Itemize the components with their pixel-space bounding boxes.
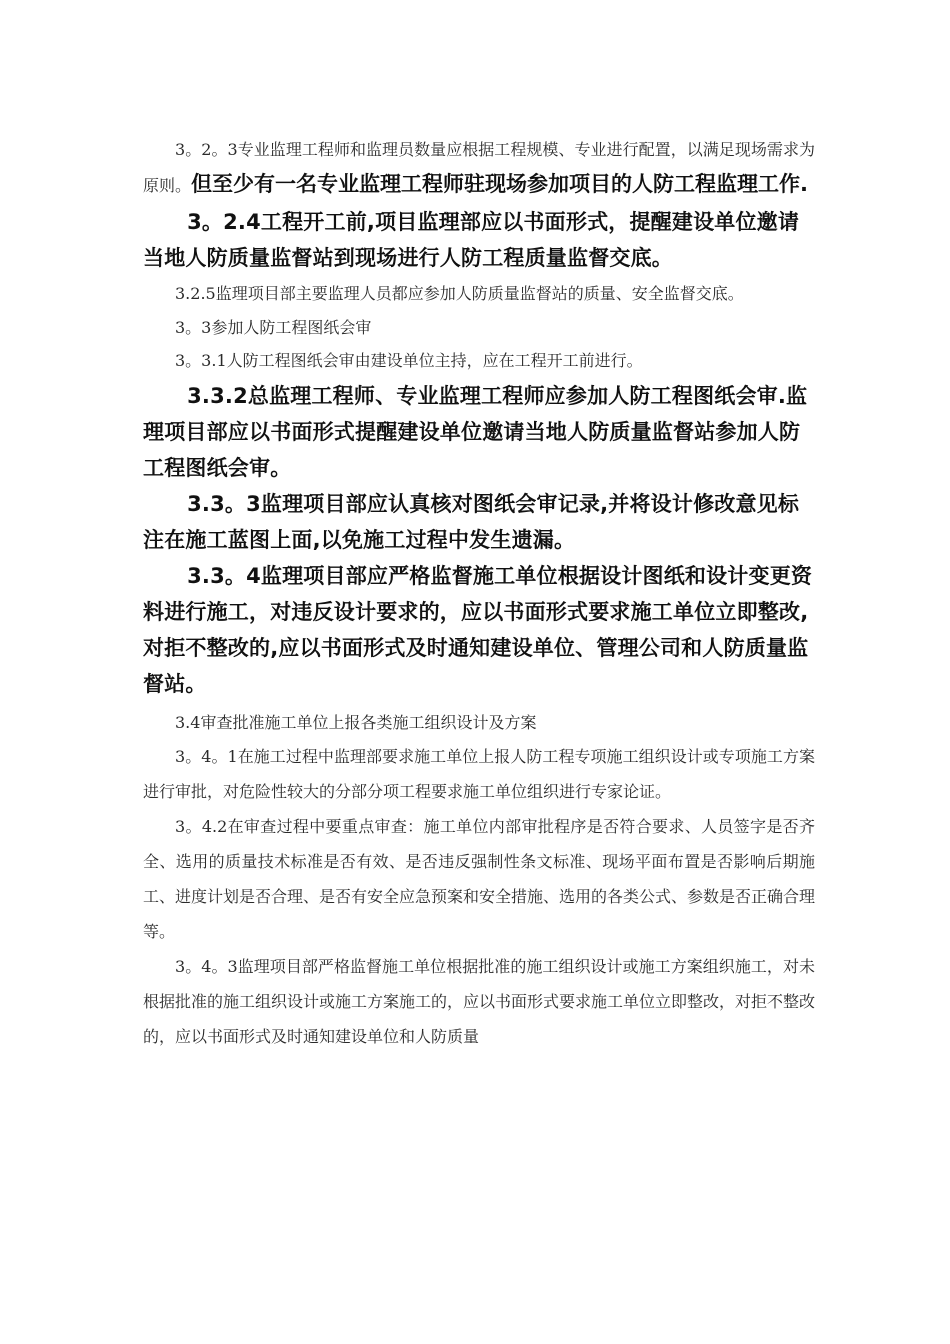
paragraph-3-2-3-bold: 但至少有一名专业监理工程师驻现场参加项目的人防工程监理工作. bbox=[191, 172, 808, 196]
paragraph-3-2-3-normal: 3。2。3专业监理工程师和监理员数量应根据工程规模、专业进行配置，以满足现场需求为原则。 bbox=[143, 140, 815, 195]
paragraph-3-3-3: 3.3。3监理项目部应认真核对图纸会审记录,并将设计修改意见标注在施工蓝图上面,以免施工过程中发生遗漏。 bbox=[143, 492, 800, 552]
paragraph-3-4: 3.4审查批准施工单位上报各类施工组织设计及方案 bbox=[175, 713, 537, 732]
paragraph-3-3-1: 3。3.1人防工程图纸会审由建设单位主持，应在工程开工前进行。 bbox=[175, 351, 643, 370]
paragraph-3-2-3 bbox=[143, 133, 815, 202]
paragraph-3-4-1: 3。4。1在施工过程中监理部要求施工单位上报人防工程专项施工组织设计或专项施工方案进行审批，对危险性较大的分部分项工程要求施工单位组织进行专家论证。 bbox=[143, 747, 815, 801]
document-body bbox=[143, 133, 815, 1054]
paragraph-3-3-2: 3.3.2总监理工程师、专业监理工程师应参加人防工程图纸会审.监理项目部应以书面形式提醒建设单位邀请当地人防质量监督站参加人防工程图纸会审。 bbox=[143, 384, 808, 480]
paragraph-3-3: 3。3参加人防工程图纸会审 bbox=[175, 318, 372, 337]
paragraph-3-2-4: 3。2.4工程开工前,项目监理部应以书面形式，提醒建设单位邀请当地人防质量监督站到现场进行人防工程质量监督交底。 bbox=[143, 210, 800, 270]
paragraph-3-2-5: 3.2.5监理项目部主要监理人员都应参加人防质量监督站的质量、安全监督交底。 bbox=[175, 284, 744, 303]
paragraph-3-4-3: 3。4。3监理项目部严格监督施工单位根据批准的施工组织设计或施工方案组织施工，对未根据批准的施工组织设计或施工方案施工的，应以书面形式要求施工单位立即整改，对拒不整改的，应以书面形式及时通知建设单位和人防质量 bbox=[143, 957, 816, 1046]
paragraph-3-4-2: 3。4.2在审查过程中要重点审查：施工单位内部审批程序是否符合要求、人员签字是否齐全、选用的质量技术标准是否有效、是否违反强制性条文标准、现场平面布置是否影响后期施工、进度计划是否合理、是否有安全应急预案和安全措施、选用的各类公式、参数是否正确合理等。 bbox=[143, 817, 816, 941]
paragraph-3-3-4: 3.3。4监理项目部应严格监督施工单位根据设计图纸和设计变更资料进行施工，对违反设计要求的，应以书面形式要求施工单位立即整改,对拒不整改的,应以书面形式及时通知建设单位、管理公司和人防质量监督站。 bbox=[143, 564, 813, 696]
